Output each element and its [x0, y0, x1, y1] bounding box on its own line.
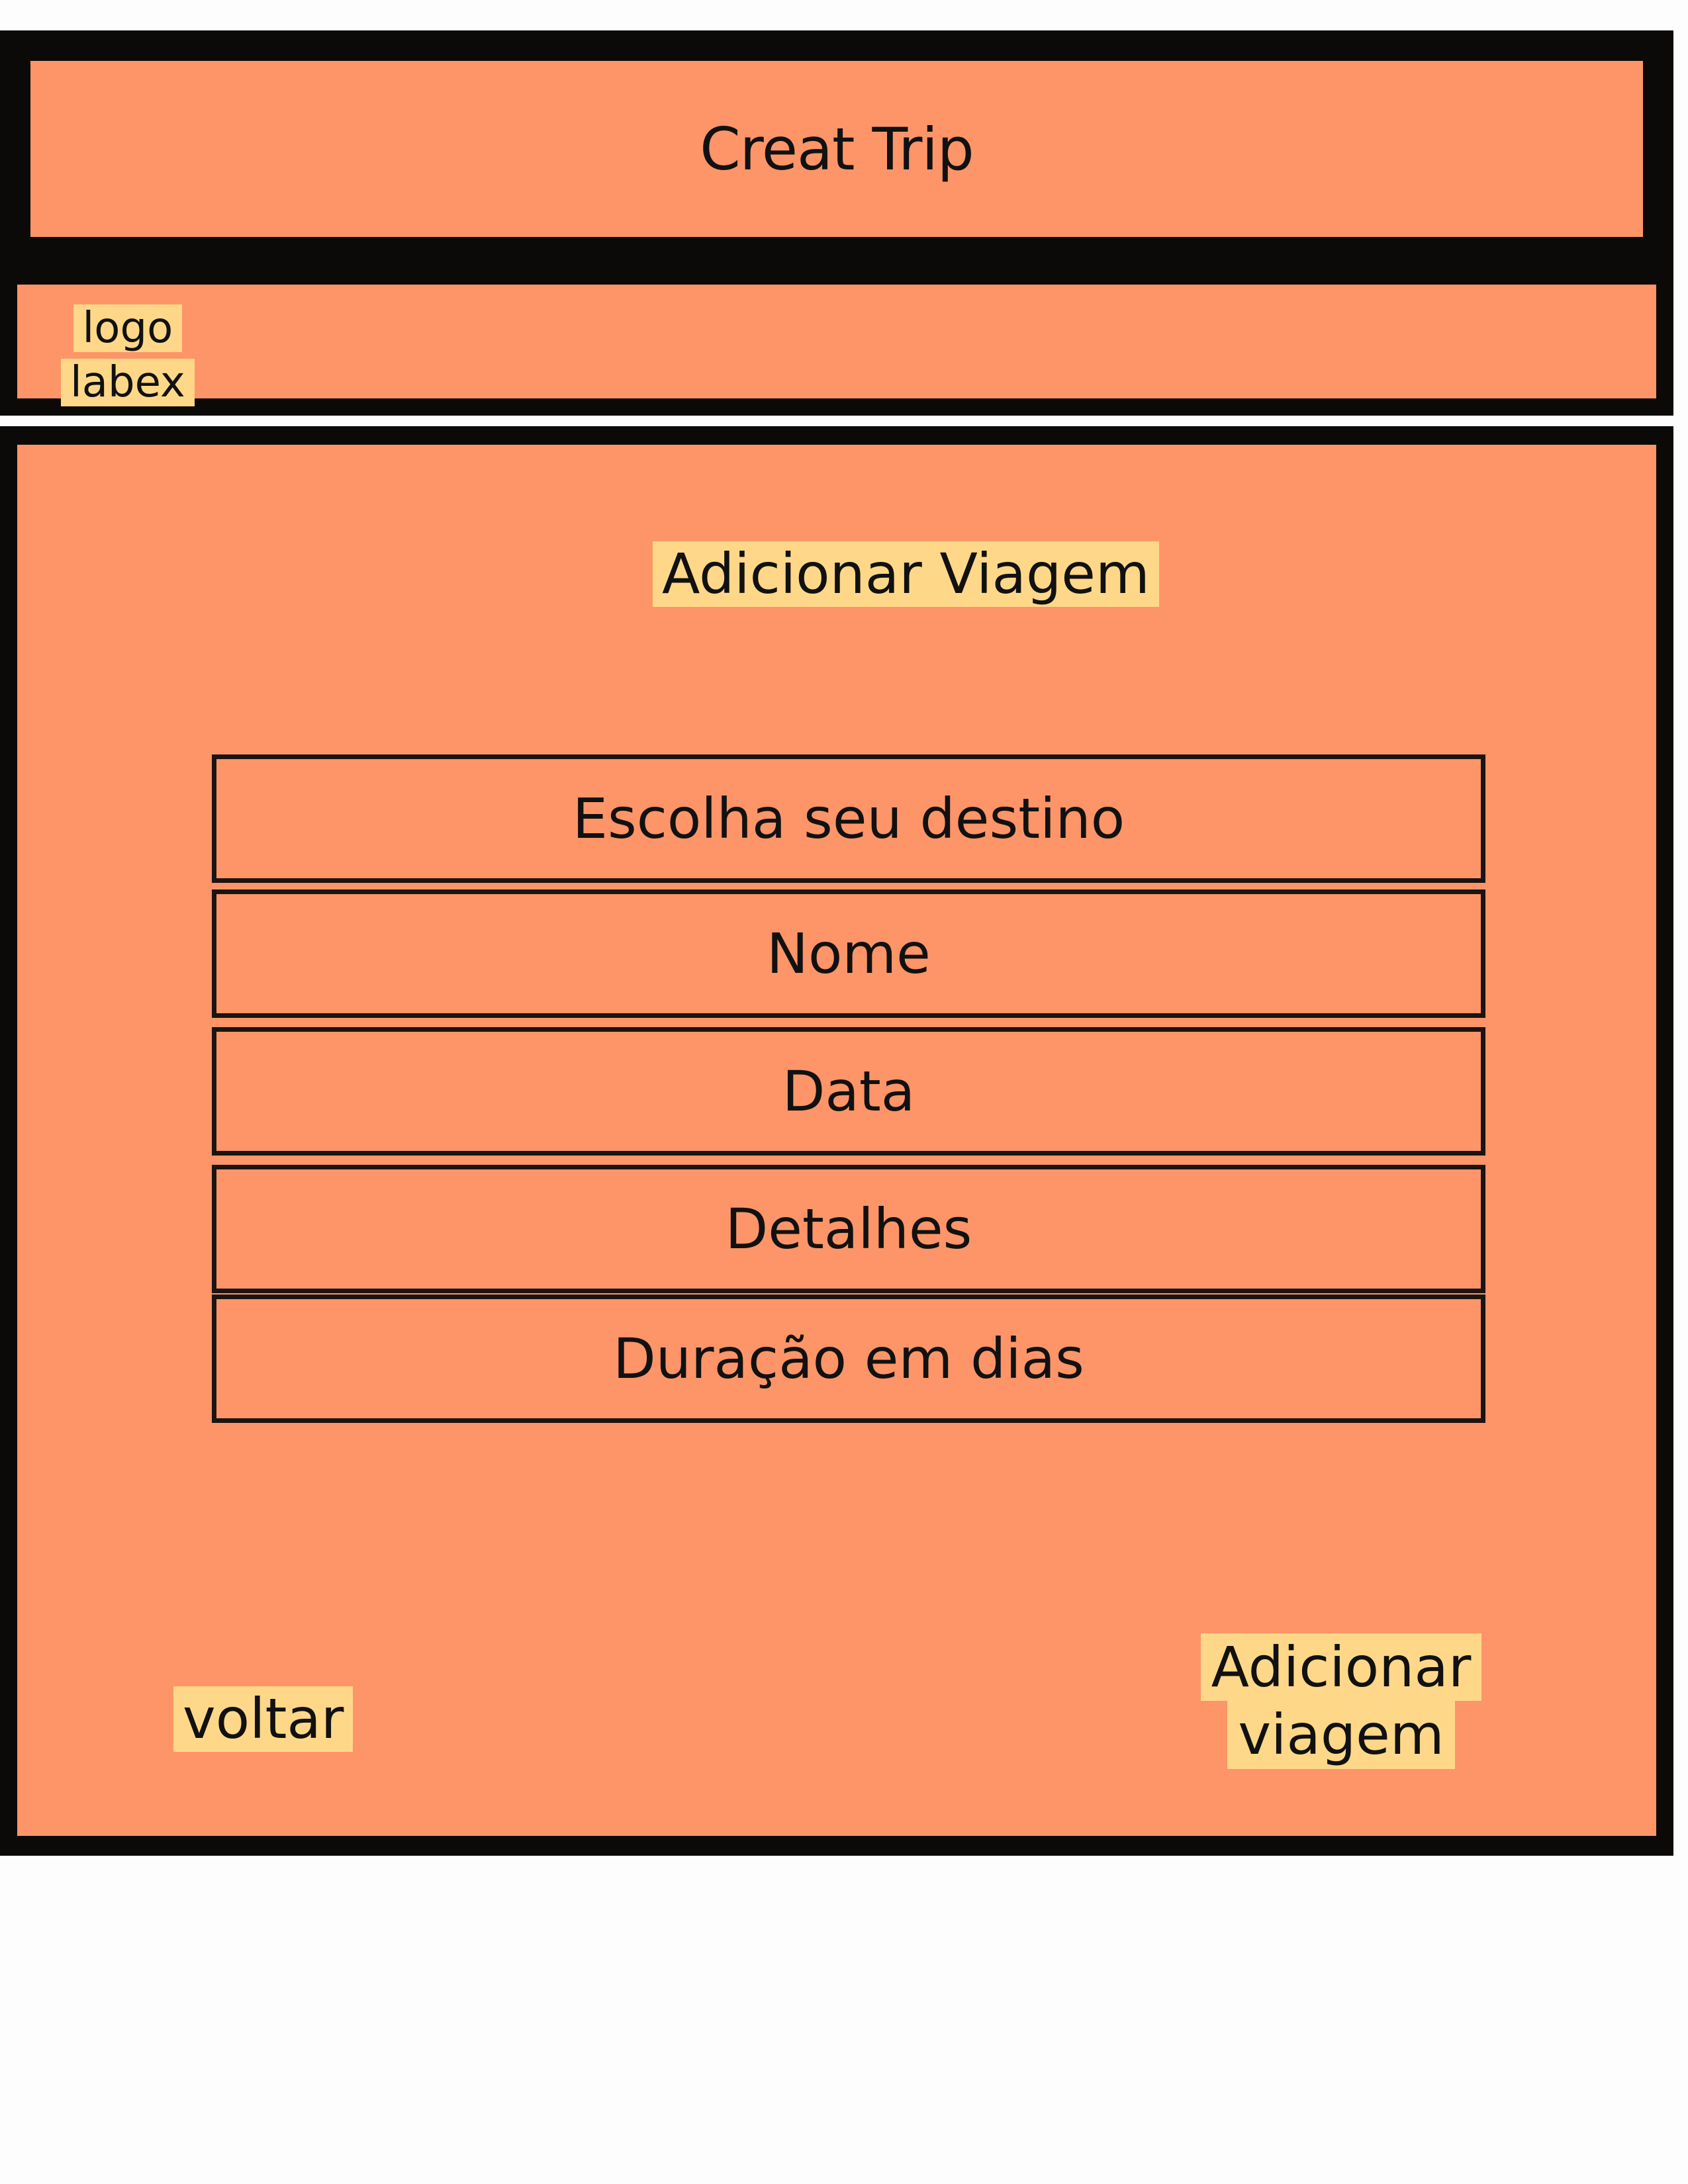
details-input[interactable]: Detalhes: [212, 1165, 1485, 1293]
page-title: Creat Trip: [700, 114, 974, 183]
add-trip-button-line-2: viagem: [1227, 1701, 1454, 1768]
add-trip-button-line-1: Adicionar: [1201, 1633, 1482, 1701]
add-trip-button[interactable]: [1196, 1633, 1487, 1769]
logo[interactable]: [61, 304, 195, 413]
header-bar: [0, 30, 1673, 267]
destination-select[interactable]: Escolha seu destino: [212, 754, 1485, 883]
date-input[interactable]: Data: [212, 1027, 1485, 1156]
back-button[interactable]: voltar: [173, 1686, 353, 1752]
logo-line-2: labex: [61, 359, 195, 406]
main-content: [0, 426, 1673, 1856]
logo-line-1: logo: [73, 304, 183, 352]
name-input[interactable]: Nome: [212, 889, 1485, 1018]
form-heading: Adicionar Viagem: [653, 541, 1159, 607]
duration-input[interactable]: Duração em dias: [212, 1295, 1485, 1423]
logo-bar: [0, 267, 1673, 416]
